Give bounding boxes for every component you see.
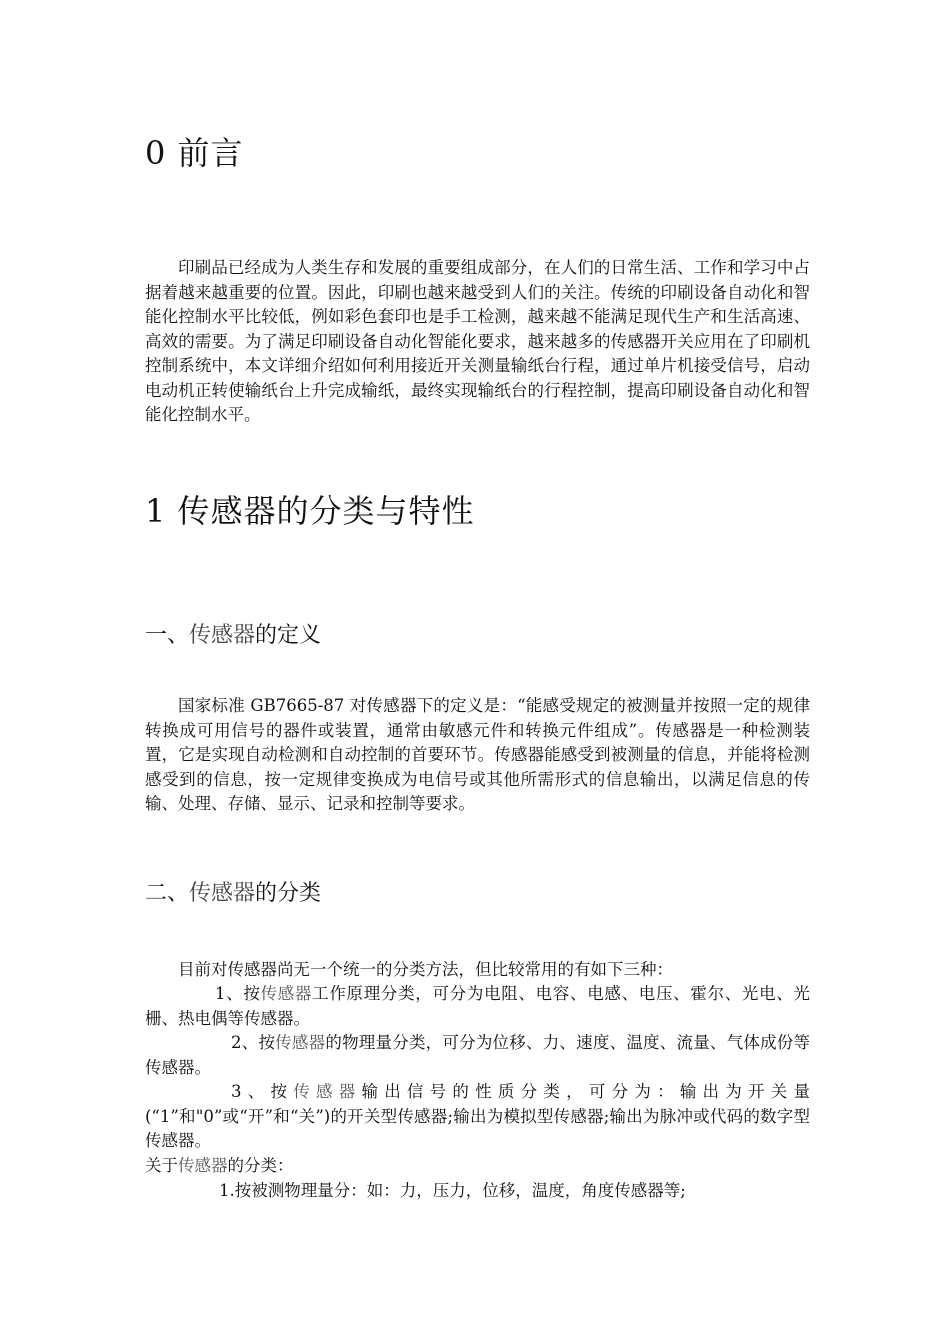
list-item-prefix: 2、按 <box>231 1033 276 1052</box>
heading-definition <box>145 618 321 649</box>
list-item-1 <box>145 982 810 1031</box>
heading-prefix: 一、 <box>145 623 190 648</box>
paragraph-definition: 国家标准 GB7665-87 对传感器下的定义是：“能感受规定的被测量并按照一定的规律转换成可用信号的器件或装置，通常由敏感元件和转换元件组成”。传感器是一种检测装置，它是实现自动检测和自动控制的首要环节。传感器能感受到被测量的信息，并能将检测感受到的信息，按一定规律变换成为电信号或其他所需形式的信息输出，以满足信息的传输、处理、存储、显示、记录和控制等要求。 <box>145 696 810 813</box>
heading-intro: 0 前言 <box>145 134 244 172</box>
heading-keyword: 传感器 <box>189 623 256 648</box>
list-item-keyword: 传感器 <box>275 1033 326 1052</box>
list-item-text: 的物理量分类，可分为位移、力、速度、温度、流量、气体成份等传感器。 <box>145 1033 811 1077</box>
heading-classification <box>145 876 321 907</box>
list-item-keyword: 传感器 <box>293 1082 362 1101</box>
list-item-text: 输出信号的性质分类，可分为：输出为开关量(“1”和"0”或“开”和“关”)的开关型传感器;输出为模拟型传感器;输出为脉冲或代码的数字型传感器。 <box>145 1082 811 1150</box>
paragraph-about-classification <box>145 1154 810 1179</box>
about-suffix: 的分类： <box>227 1156 294 1175</box>
sub-list-item-1: 1.按被测物理量分：如：力，压力，位移，温度，角度传感器等; <box>219 1181 686 1200</box>
paragraph-classification-intro: 目前对传感器尚无一个统一的分类方法，但比较常用的有如下三种： <box>178 960 673 979</box>
list-item-2 <box>145 1031 810 1080</box>
heading-keyword: 传感器 <box>189 881 256 906</box>
heading-chapter-1: 1 传感器的分类与特性 <box>145 492 475 530</box>
list-item-prefix: 1、按 <box>215 984 261 1003</box>
list-item-3 <box>145 1080 810 1154</box>
heading-suffix: 的定义 <box>255 623 322 648</box>
list-item-prefix: 3、按 <box>231 1082 294 1101</box>
about-keyword: 传感器 <box>178 1156 228 1175</box>
paragraph-intro: 印刷品已经成为人类生存和发展的重要组成部分，在人们的日常生活、工作和学习中占据着越来越重要的位置。因此，印刷也越来越受到人们的关注。传统的印刷设备自动化和智能化控制水平比较低，例如彩色套印也是手工检测，越来越不能满足现代生产和生活高速、高效的需要。为了满足印刷设备自动化智能化要求，越来越多的传感器开关应用在了印刷机控制系统中，本文详细介绍如何利用接近开关测量输纸台行程，通过单片机接受信号，启动电动机正转使输纸台上升完成输纸，最终实现输纸台的行程控制，提高印刷设备自动化和智能化控制水平。 <box>145 258 810 424</box>
list-item-text: 工作原理分类，可分为电阻、电容、电感、电压、霍尔、光电、光栅、热电偶等传感器。 <box>145 984 811 1028</box>
about-prefix: 关于 <box>145 1156 178 1175</box>
heading-prefix: 二、 <box>145 881 190 906</box>
list-item-keyword: 传感器 <box>260 984 313 1003</box>
heading-suffix: 的分类 <box>255 881 322 906</box>
